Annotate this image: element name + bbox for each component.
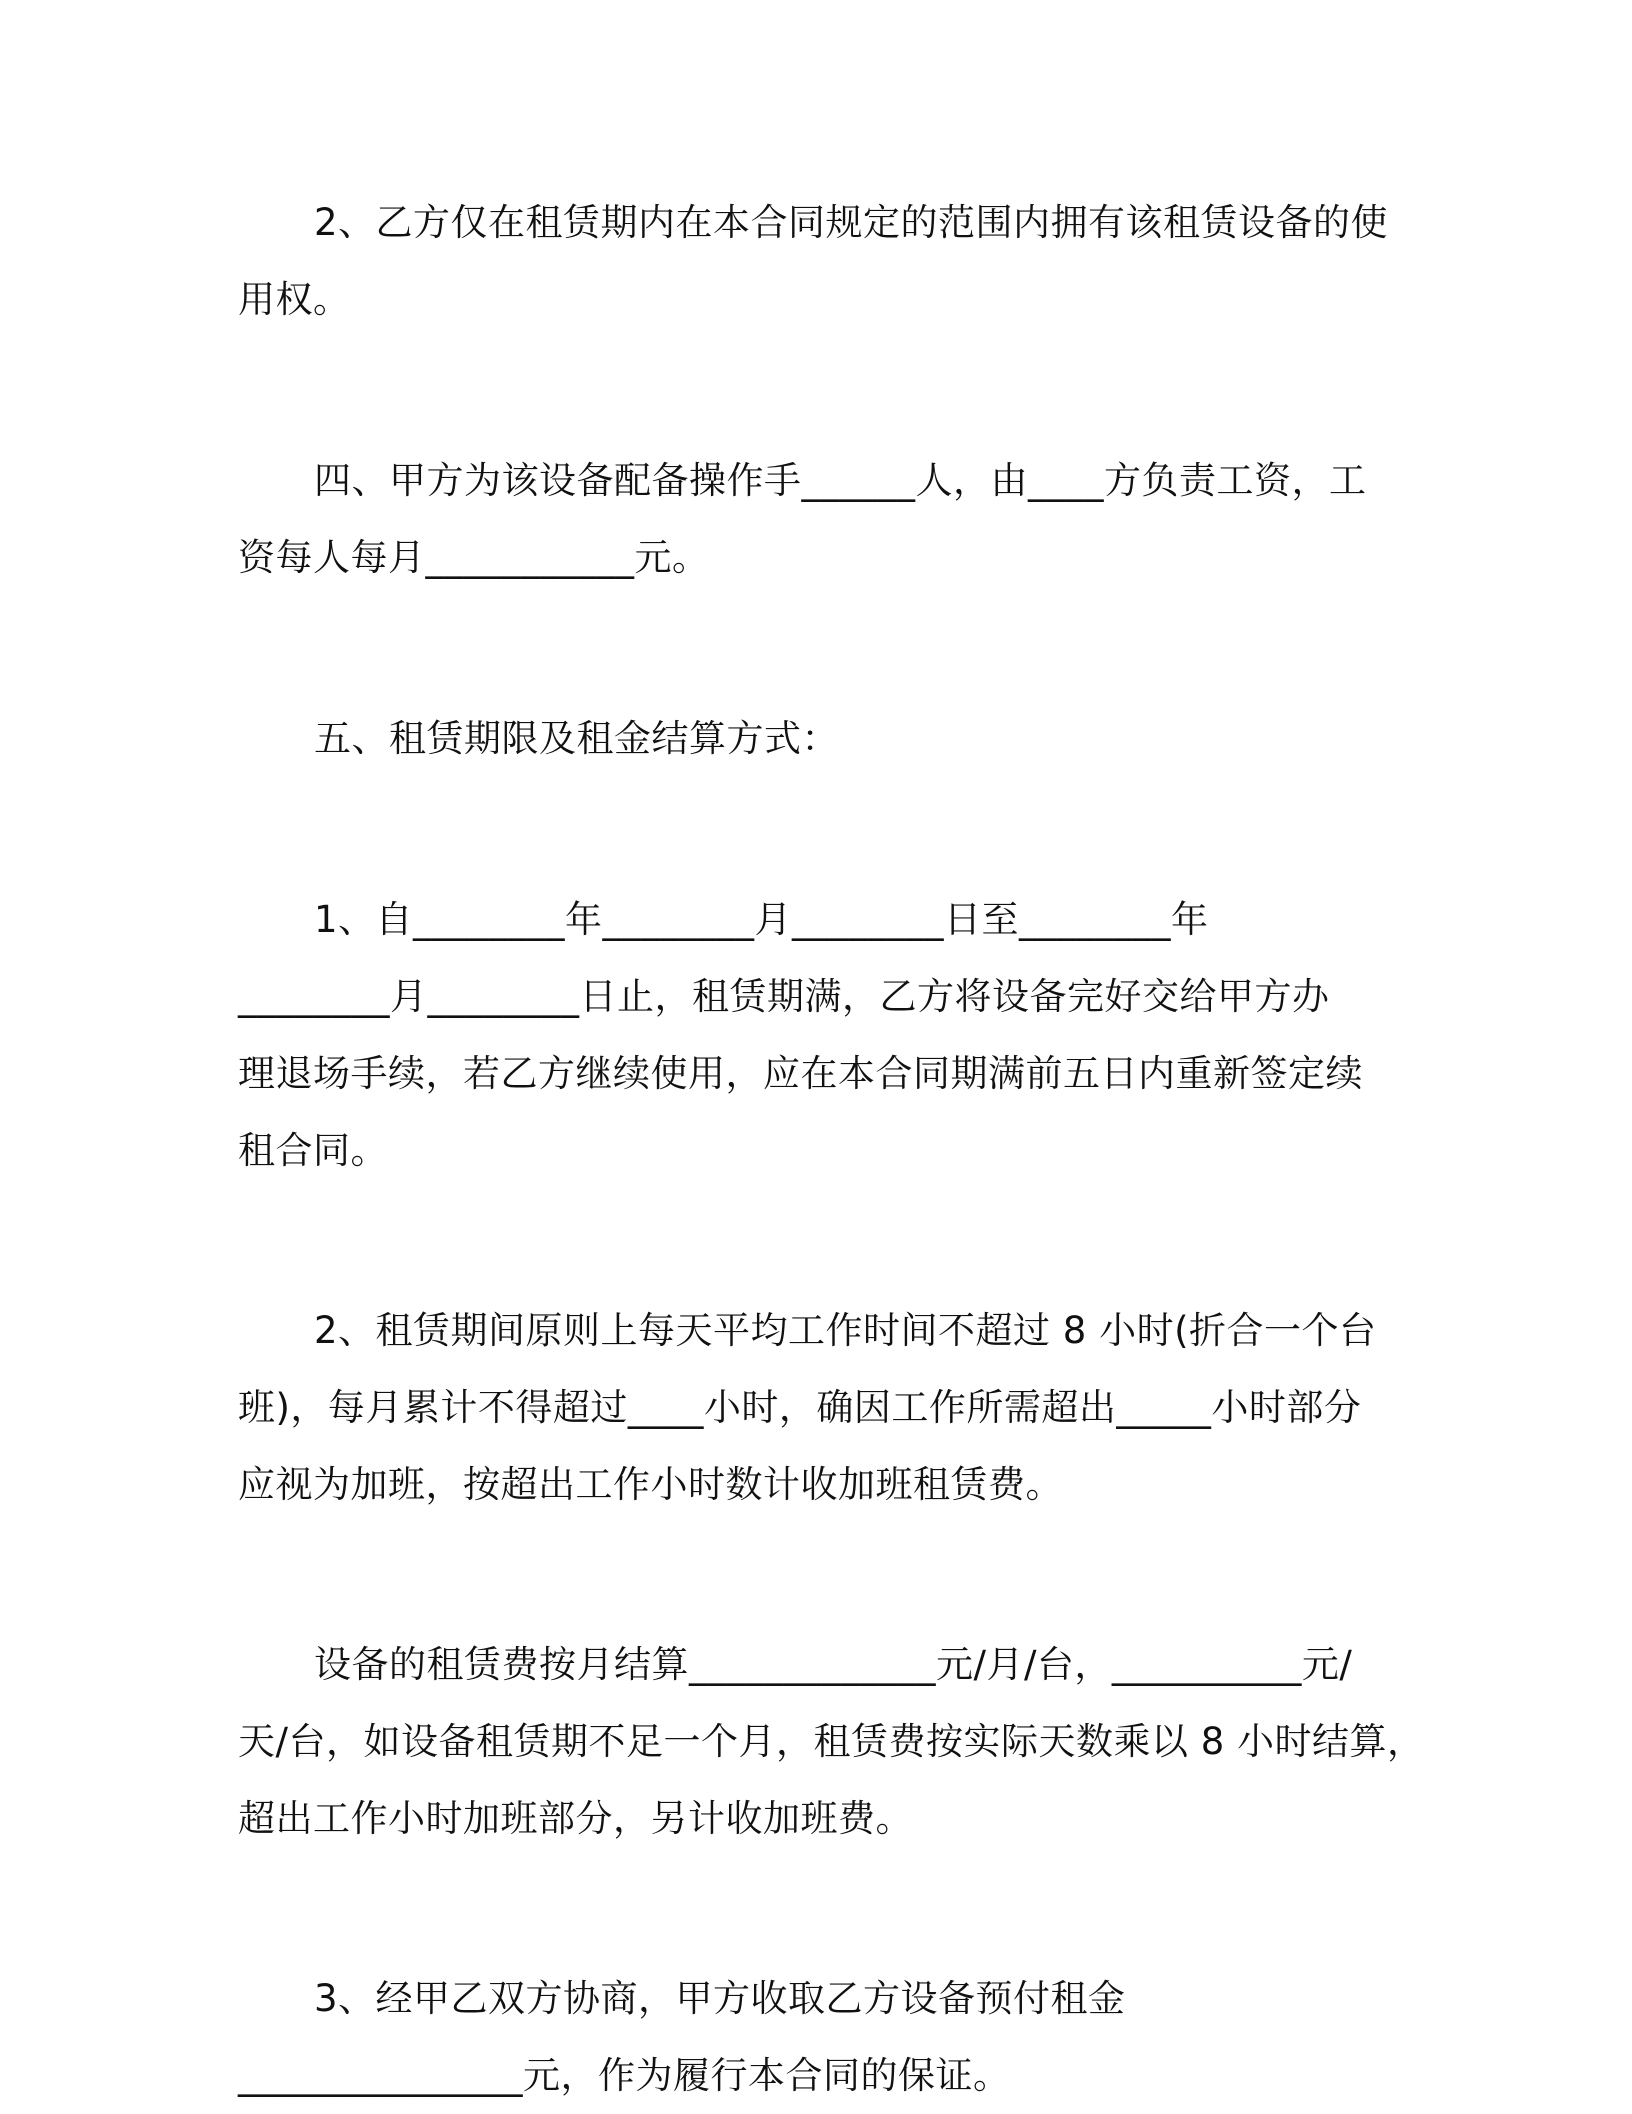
section-heading: 五、租赁期限及租金结算方式： — [314, 717, 839, 760]
text-line: 用权。 — [238, 278, 351, 321]
text-line: 2、乙方仅在租赁期内在本合同规定的范围内拥有该租赁设备的使 — [314, 201, 1389, 244]
text-line: 班)，每月累计不得超过____小时，确因工作所需超出_____小时部分 — [238, 1386, 1362, 1429]
paragraph-spacer — [238, 596, 1398, 700]
text-line: ________月________日止，租赁期满，乙方将设备完好交给甲方办 — [238, 975, 1330, 1018]
paragraph-clause-3-2 — [238, 184, 1398, 338]
paragraph-spacer — [238, 1857, 1398, 1960]
paragraph-spacer — [238, 1189, 1398, 1292]
text-line: 四、甲方为该设备配备操作手______人，由____方负责工资，工 — [314, 459, 1367, 502]
paragraph-clause-4 — [238, 442, 1398, 596]
text-line: 天/台，如设备租赁期不足一个月，租赁费按实际天数乘以 8 小时结算， — [238, 1720, 1425, 1763]
text-line: 3、经甲乙双方协商，甲方收取乙方设备预付租金 — [314, 1977, 1126, 2020]
paragraph-spacer — [238, 338, 1398, 442]
text-line: 租合同。 — [238, 1129, 388, 1172]
text-line: 1、自________年________月________日至________年 — [314, 898, 1209, 941]
paragraph-spacer — [238, 1523, 1398, 1626]
text-line: 2、租赁期间原则上每天平均工作时间不超过 8 小时(折合一个台 — [314, 1309, 1377, 1352]
paragraph-clause-5-2 — [238, 1292, 1398, 1523]
text-line: 应视为加班，按超出工作小时数计收加班租赁费。 — [238, 1463, 1063, 1506]
text-line: 设备的租赁费按月结算_____________元/月/台，__________元/ — [314, 1643, 1353, 1686]
text-line: 理退场手续，若乙方继续使用，应在本合同期满前五日内重新签定续 — [238, 1052, 1363, 1095]
paragraph-clause-5-2-fee — [238, 1626, 1425, 1857]
paragraph-clause-5-heading — [238, 700, 1398, 777]
paragraph-clause-5-1 — [238, 881, 1398, 1189]
document-body — [238, 184, 1425, 2114]
text-line: _______________元，作为履行本合同的保证。 — [238, 2054, 1011, 2097]
text-line: 超出工作小时加班部分，另计收加班费。 — [238, 1797, 913, 1840]
paragraph-spacer — [238, 777, 1398, 881]
text-line: 资每人每月___________元。 — [238, 536, 710, 579]
paragraph-clause-5-3 — [238, 1960, 1398, 2114]
